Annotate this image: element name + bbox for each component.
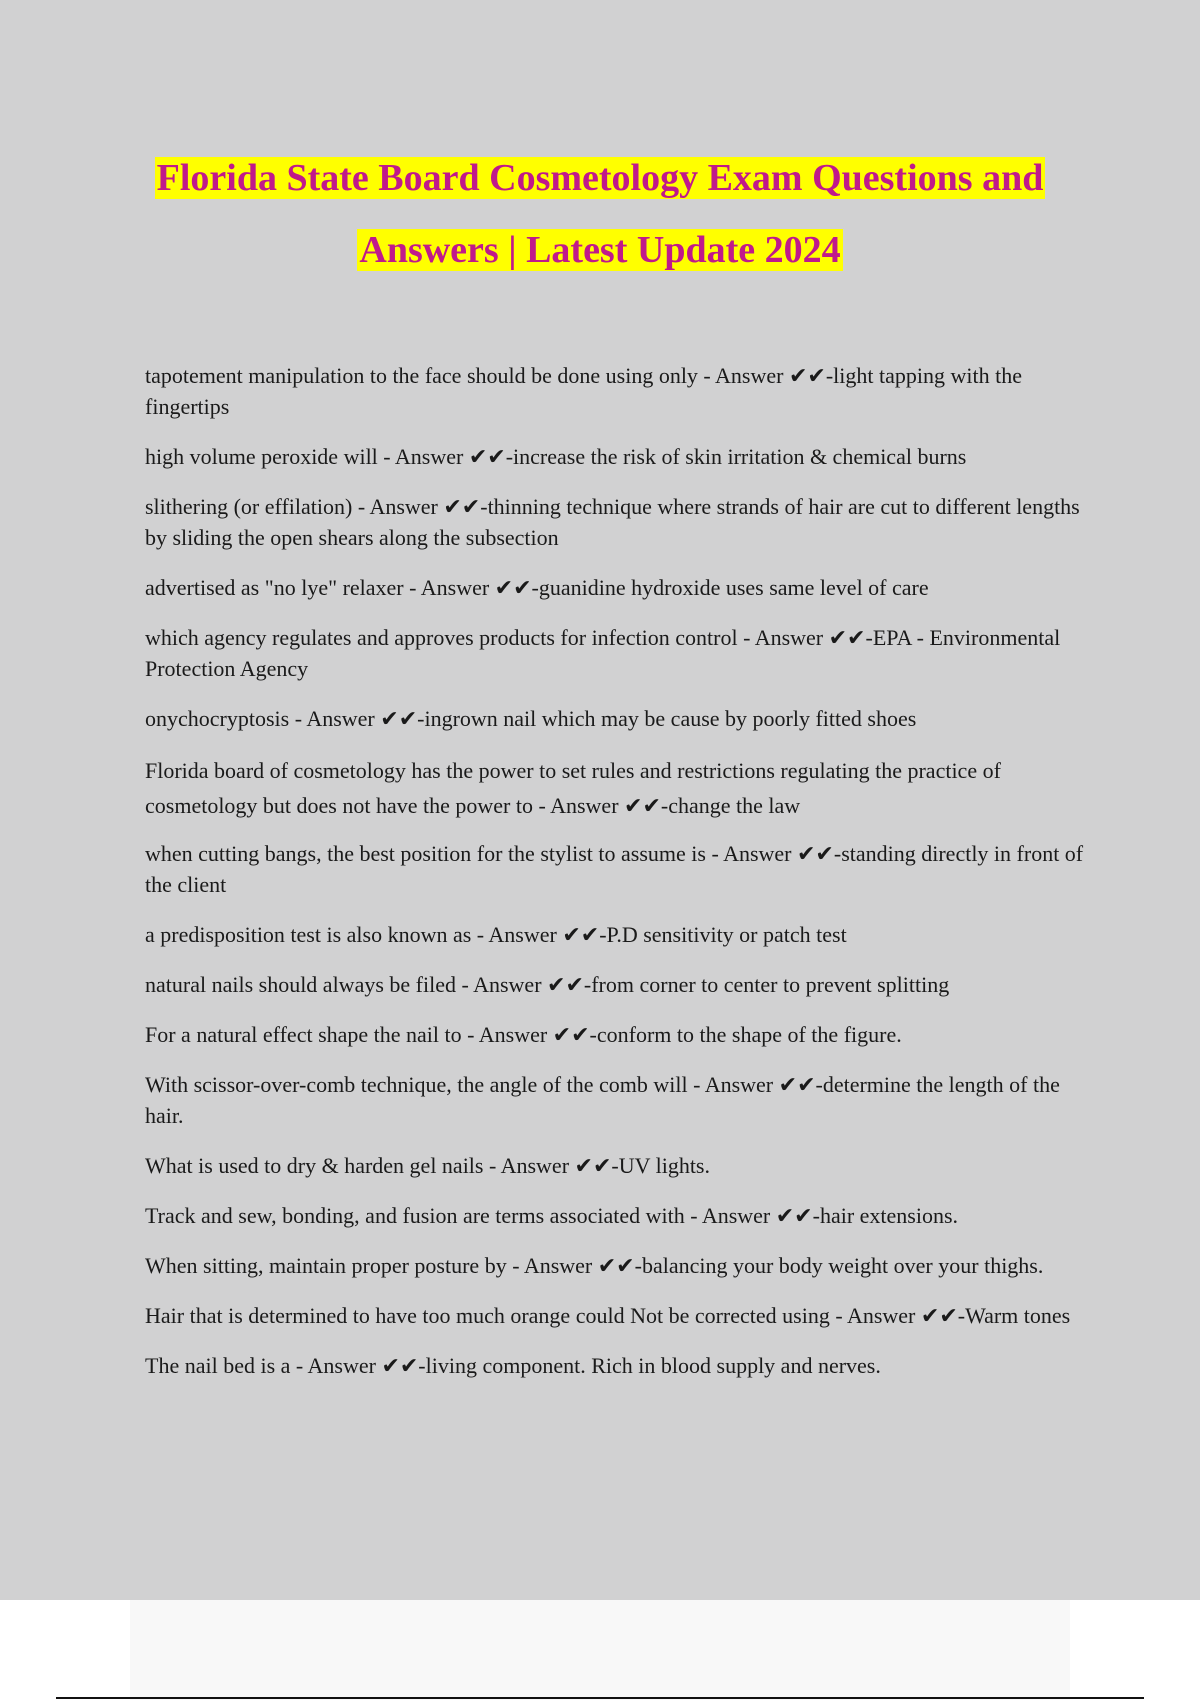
question-text: high volume peroxide will - (145, 444, 395, 469)
qa-item (145, 1350, 1090, 1381)
qa-item (145, 622, 1090, 684)
answer-text: balancing your body weight over your thighs. (641, 1253, 1044, 1278)
footer-divider (56, 1697, 1144, 1699)
title-line-2: Answers | Latest Update 2024 (359, 229, 841, 271)
answer-marker: Answer ✔✔- (306, 706, 425, 731)
document-title (120, 142, 1080, 286)
question-text: Hair that is determined to have too much orange could Not be corrected using - (145, 1303, 847, 1328)
question-text: which agency regulates and approves products for infection control - (145, 625, 755, 650)
question-text: With scissor-over-comb technique, the angle of the comb will - (145, 1072, 705, 1097)
question-text: tapotement manipulation to the face should be done using only - (145, 363, 716, 388)
qa-item (145, 1019, 1090, 1050)
answer-text: hair extensions. (819, 1203, 959, 1228)
answer-text: P.D sensitivity or patch test (606, 922, 847, 947)
answer-text: thinning technique where strands of hair are cut to different lengths by sliding the open shears along the subsection (145, 494, 1080, 550)
qa-item (145, 753, 1090, 823)
question-text: When sitting, maintain proper posture by - (145, 1253, 524, 1278)
qa-item (145, 572, 1090, 603)
qa-item (145, 441, 1090, 472)
answer-marker: Answer ✔✔- (394, 444, 514, 469)
answer-marker: Answer ✔✔- (369, 494, 488, 519)
answer-text: standing directly in front of the client (145, 841, 1084, 897)
answer-marker: Answer ✔✔- (420, 575, 539, 600)
answer-text: from corner to center to prevent splitting (591, 972, 950, 997)
qa-item (145, 1150, 1090, 1181)
qa-item (145, 1300, 1090, 1331)
qa-item (145, 491, 1090, 553)
qa-item (145, 1250, 1090, 1281)
answer-marker: Answer ✔✔- (701, 1203, 820, 1228)
qa-item (145, 360, 1090, 422)
answer-marker: Answer ✔✔- (754, 625, 873, 650)
answer-marker: Answer ✔✔- (488, 922, 607, 947)
question-text: advertised as "no lye" relaxer - (145, 575, 421, 600)
answer-text: guanidine hydroxide uses same level of care (538, 575, 929, 600)
qa-item (145, 919, 1090, 950)
footer-block (130, 1600, 1070, 1700)
answer-text: change the law (668, 793, 801, 818)
answer-marker: Answer ✔✔- (550, 793, 669, 818)
question-text: slithering (or effilation) - (145, 494, 370, 519)
qa-item (145, 703, 1090, 734)
answer-text: EPA - Environmental Protection Agency (145, 625, 1061, 681)
title-line-1: Florida State Board Cosmetology Exam Questions and (156, 157, 1044, 199)
answer-marker: Answer ✔✔- (523, 1253, 642, 1278)
answer-marker: Answer ✔✔- (704, 1072, 823, 1097)
answer-text: Warm tones (965, 1303, 1071, 1328)
answer-marker: Answer ✔✔- (478, 1022, 597, 1047)
question-text: Track and sew, bonding, and fusion are terms associated with - (145, 1203, 702, 1228)
question-text: onychocryptosis - (145, 706, 307, 731)
question-text: when cutting bangs, the best position for the stylist to assume is - (145, 841, 724, 866)
question-text: For a natural effect shape the nail to - (145, 1022, 479, 1047)
answer-text: UV lights. (618, 1153, 710, 1178)
question-text: a predisposition test is also known as - (145, 922, 489, 947)
answer-marker: Answer ✔✔- (846, 1303, 966, 1328)
question-text: natural nails should always be filed - (145, 972, 474, 997)
answer-marker: Answer ✔✔- (715, 363, 834, 388)
answer-text: increase the risk of skin irritation & chemical burns (513, 444, 967, 469)
answer-marker: Answer ✔✔- (500, 1153, 619, 1178)
question-text: The nail bed is a - (145, 1353, 308, 1378)
qa-item (145, 1069, 1090, 1131)
question-text: Florida board of cosmetology has the power to set rules and restrictions regulating the practice of cosmetology but does not have the power to - (145, 758, 1001, 818)
answer-marker: Answer ✔✔- (473, 972, 592, 997)
qa-item (145, 1200, 1090, 1231)
answer-text: light tapping with the fingertips (145, 363, 1022, 419)
answer-marker: Answer ✔✔- (307, 1353, 426, 1378)
qa-item (145, 838, 1090, 900)
answer-text: conform to the shape of the figure. (596, 1022, 902, 1047)
answer-text: determine the length of the hair. (145, 1072, 1060, 1128)
question-text: What is used to dry & harden gel nails - (145, 1153, 501, 1178)
answer-text: ingrown nail which may be cause by poorly fitted shoes (424, 706, 917, 731)
qa-list (145, 360, 1090, 1400)
qa-item (145, 969, 1090, 1000)
page-footer-area (0, 1600, 1200, 1700)
answer-marker: Answer ✔✔- (723, 841, 842, 866)
answer-text: living component. Rich in blood supply and nerves. (425, 1353, 881, 1378)
